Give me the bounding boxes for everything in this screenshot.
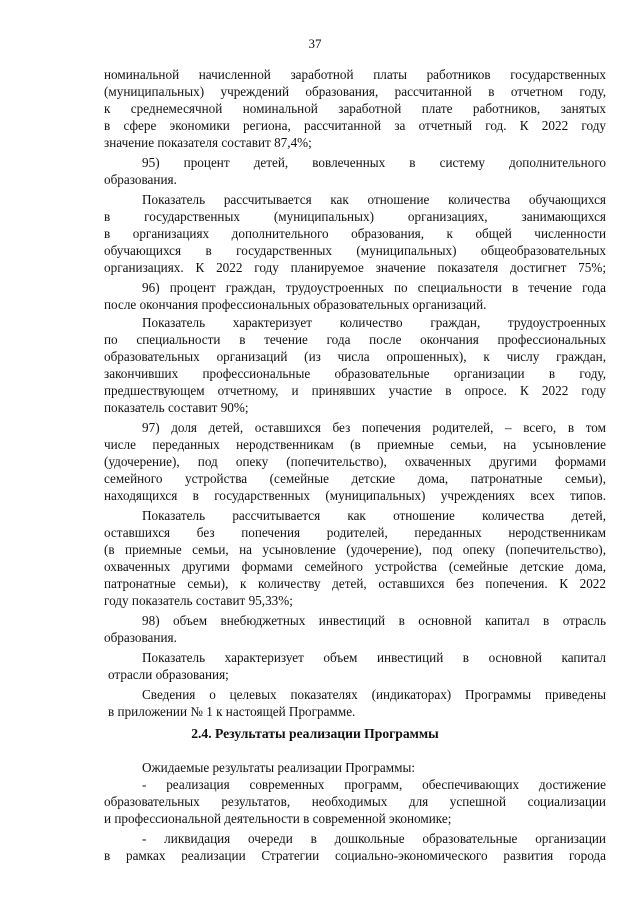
text-line: в сфере экономики региона, рассчитанной за отчетный год. К 2022 году [104,118,606,133]
text-line: образования. [104,172,177,187]
text-line: образовательных организаций (из числа опрошенных), к числу граждан, [104,349,606,364]
text-line: образовательных результатов, необходимых для успешной социализации [104,794,606,809]
text-line: в государственных (муниципальных) организациях, занимающихся [104,209,606,224]
text-line: патронатные семьи), к количеству детей, оставшихся без попечения. К 2022 [104,576,606,591]
text-line: Показатель рассчитывается как отношение количества обучающихся [142,192,606,207]
text-line: находящихся в государственных (муниципальных) учреждениях всех типов. [104,488,606,503]
text-line: Сведения о целевых показателях (индикаторах) Программы приведены [142,687,606,702]
page-number: 37 [308,36,322,51]
text-line: в организациях дополнительного образования, к общей численности [104,226,606,241]
text-line: номинальной начисленной заработной платы работников государственных [104,67,606,82]
text-line: 95) процент детей, вовлеченных в систему дополнительного [142,155,606,170]
text-line: отрасли образования; [108,667,229,682]
text-line: предшествующем отчетному, и принявших участие в опросе. К 2022 году [104,383,606,398]
text-line: значение показателя составит 87,4%; [104,135,312,150]
text-line: числе переданных неродственникам (в приемные семьи, на усыновление [104,437,606,452]
text-line: показатель составит 90%; [104,400,249,415]
text-line: и профессиональной деятельности в современной экономике; [104,811,452,826]
text-line: Показатель рассчитывается как отношение количества детей, [142,508,606,523]
text-line: (удочерение), под опеку (попечительство), охваченных другими формами [104,454,606,469]
text-line: 98) объем внебюджетных инвестиций в основной капитал в отрасль [142,613,606,628]
text-line: в приложении № 1 к настоящей Программе. [108,704,356,719]
text-line: после окончания профессиональных образовательных организаций. [104,297,487,312]
text-line: обучающихся в государственных (муниципальных) общеобразовательных [104,243,606,258]
text-line: году показатель составит 95,33%; [104,593,293,608]
text-line: Показатель характеризует объем инвестиций в основной капитал [142,650,606,665]
list-item: - реализация современных программ, обеспечивающих достижение [142,777,606,792]
text-line: в рамках реализации Стратегии социально-экономического развития города [104,848,606,863]
text-line: организациях. К 2022 году планируемое значение показателя достигнет 75%; [104,260,606,275]
text-line: (муниципальных) учреждений образования, рассчитанной в отчетном году, [104,84,606,99]
text-line: по специальности в течение года после окончания профессиональных [104,332,606,347]
text-line: (в приемные семьи, на усыновление (удочерение), под опеку (попечительство), [104,542,606,557]
text-line: оставшихся без попечения родителей, переданных неродственникам [104,525,606,540]
text-line: 96) процент граждан, трудоустроенных по специальности в течение года [142,280,606,295]
text-line: Показатель характеризует количество граждан, трудоустроенных [142,315,606,330]
text-line: образования. [104,630,177,645]
section-heading: 2.4. Результаты реализации Программы [191,726,439,741]
text-line: закончивших профессиональные образовательные организации в году, [104,366,606,381]
text-line: Ожидаемые результаты реализации Программы: [142,760,415,775]
text-line: к среднемесячной номинальной заработной плате работников, занятых [104,101,606,116]
text-line: 97) доля детей, оставшихся без попечения родителей, – всего, в том [142,420,606,435]
text-line: охваченных другими формами семейного устройства (семейные детские дома, [104,559,606,574]
list-item: - ликвидация очереди в дошкольные образовательные организации [142,831,606,846]
text-line: семейного устройства (семейные детские дома, патронатные семьи), [104,471,606,486]
